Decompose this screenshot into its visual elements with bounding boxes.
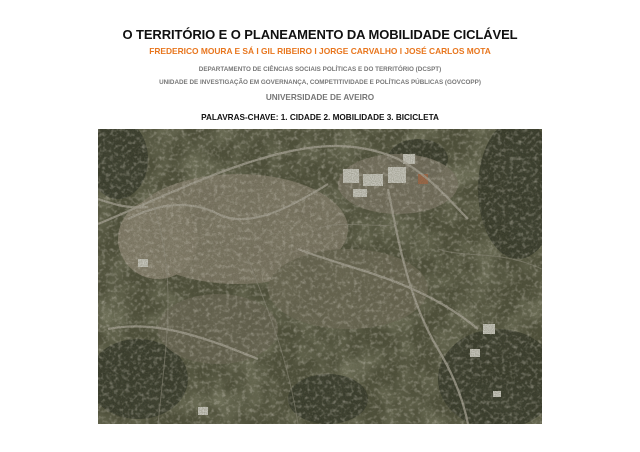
aerial-photo [98, 129, 542, 424]
research-unit-line: UNIDADE DE INVESTIGAÇÃO EM GOVERNANÇA, COMPETITIVIDADE E POLÍTICAS PÚBLICAS (GOVCOPP) [159, 79, 481, 86]
department-line: DEPARTAMENTO DE CIÊNCIAS SOCIAIS POLÍTICAS E DO TERRITÓRIO (DCSPT) [198, 66, 442, 73]
document-title: O TERRITÓRIO E O PLANEAMENTO DA MOBILIDADE CICLÁVEL [122, 27, 518, 42]
authors-line: FREDERICO MOURA E SÁ I GIL RIBEIRO I JORGE CARVALHO I JOSÉ CARLOS MOTA [149, 46, 491, 56]
keywords-line: PALAVRAS-CHAVE: 1. CIDADE 2. MOBILIDADE 3. BICICLETA [201, 113, 439, 122]
university-line: UNIVERSIDADE DE AVEIRO [265, 93, 375, 102]
